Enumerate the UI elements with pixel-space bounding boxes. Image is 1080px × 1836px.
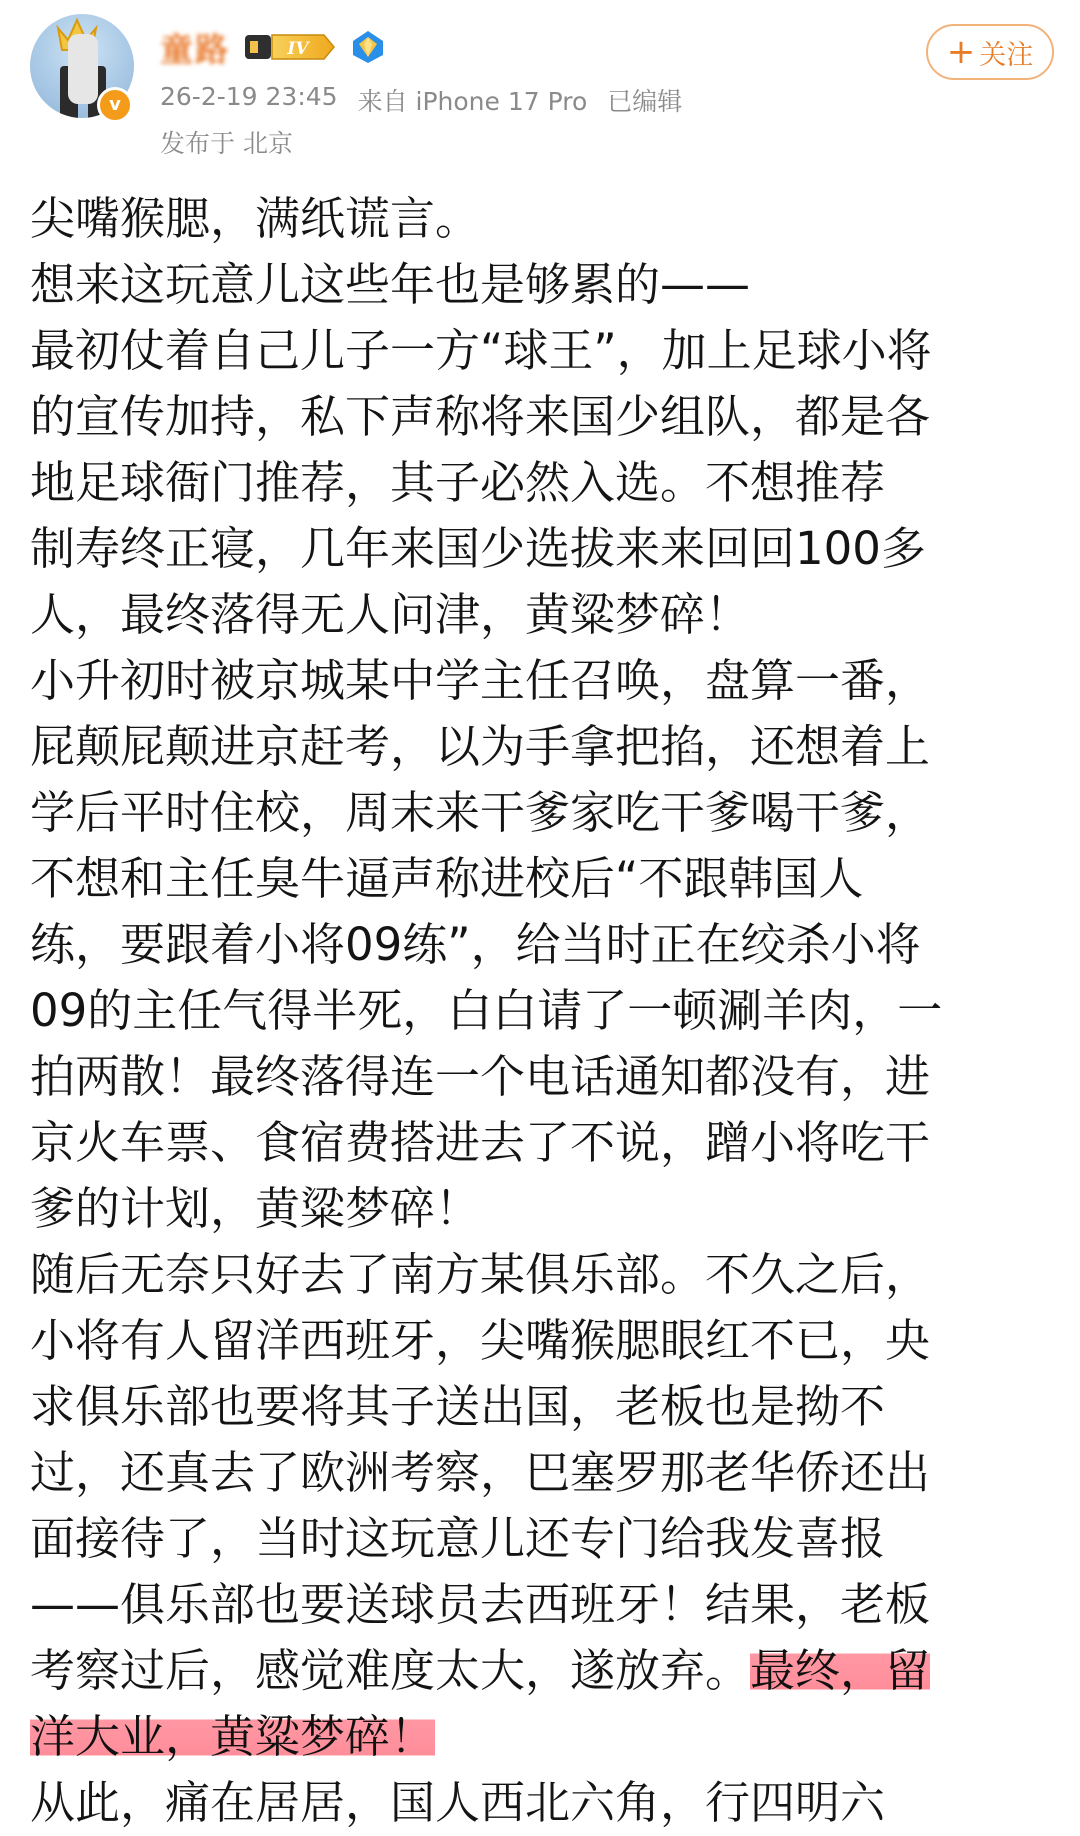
post-line-text: 考察过后，感觉难度太大，遂放弃。	[30, 1644, 751, 1697]
post-text	[30, 186, 1054, 1836]
post-timestamp: 26-2-19 23:45	[160, 82, 338, 111]
highlighted-text: 洋大业，黄粱梦碎！	[30, 1710, 436, 1763]
post-line: 小将有人留洋西班牙，尖嘴猴腮眼红不已，央	[30, 1314, 931, 1367]
post-line: 求俱乐部也要将其子送出国，老板也是拗不	[30, 1380, 886, 1433]
post-line: 地足球衙门推荐，其子必然入选。不想推荐	[30, 456, 886, 509]
follow-button[interactable]	[926, 24, 1054, 80]
post-line-partial: 从此，痛在居居，国人西北六角，行四明六	[30, 1776, 886, 1829]
highlighted-text: 最终，留	[750, 1644, 931, 1697]
post-line	[30, 1638, 1054, 1704]
post-line: 爹的计划，黄粱梦碎！	[30, 1182, 481, 1235]
post-line: 面接待了，当时这玩意儿还专门给我发喜报	[30, 1512, 886, 1565]
plus-icon: +	[946, 32, 976, 72]
post-line: 拍两散！最终落得连一个电话通知都没有，进	[30, 1050, 931, 1103]
post-location: 发布于 北京	[160, 129, 293, 158]
post-line: 想来这玩意儿这些年也是够累的——	[30, 258, 751, 311]
post-line: 随后无奈只好去了南方某俱乐部。不久之后，	[30, 1248, 931, 1301]
post-line: 练，要跟着小将09练”，给当时正在绞杀小将	[30, 918, 921, 971]
post-line: 制寿终正寝，几年来国少选拔来来回回100多	[30, 522, 926, 575]
post-source: 来自 iPhone 17 Pro	[357, 87, 588, 116]
level-badge-icon[interactable]	[244, 32, 336, 62]
post-meta	[160, 82, 702, 118]
post-line: 不想和主任臭牛逼声称进校后“不跟韩国人	[30, 852, 864, 905]
post-line: 屁颠屁颠进京赶考，以为手拿把掐，还想着上	[30, 720, 931, 773]
post-line: 的宣传加持，私下声称将来国少组队，都是各	[30, 390, 931, 443]
post-line: 学后平时住校，周末来干爹家吃干爹喝干爹，	[30, 786, 931, 839]
verified-v-icon: v	[97, 87, 133, 123]
level-badge-text: IV	[287, 39, 309, 59]
post-line: 最初仗着自己儿子一方“球王”，加上足球小将	[30, 324, 932, 377]
diamond-vip-icon[interactable]	[350, 29, 386, 65]
post-line: 京火车票、食宿费搭进去了不说，蹭小将吃干	[30, 1116, 931, 1169]
post-line: 过，还真去了欧洲考察，巴塞罗那老华侨还出	[30, 1446, 931, 1499]
post-line: 小升初时被京城某中学主任召唤，盘算一番，	[30, 654, 931, 707]
post-line: 尖嘴猴腮，满纸谎言。	[30, 192, 481, 245]
username[interactable]: 童路	[160, 29, 230, 69]
user-row	[160, 22, 386, 72]
post-header	[0, 0, 1080, 170]
post-line	[30, 1704, 1054, 1770]
post-line: 人，最终落得无人问津，黄粱梦碎！	[30, 588, 751, 641]
avatar-figure	[68, 34, 98, 104]
post-line: 09的主任气得半死，白白请了一顿涮羊肉，一	[30, 984, 943, 1037]
follow-label: 关注	[979, 39, 1034, 71]
post-line: ——俱乐部也要送球员去西班牙！结果，老板	[30, 1578, 931, 1631]
edited-label[interactable]: 已编辑	[607, 87, 683, 116]
